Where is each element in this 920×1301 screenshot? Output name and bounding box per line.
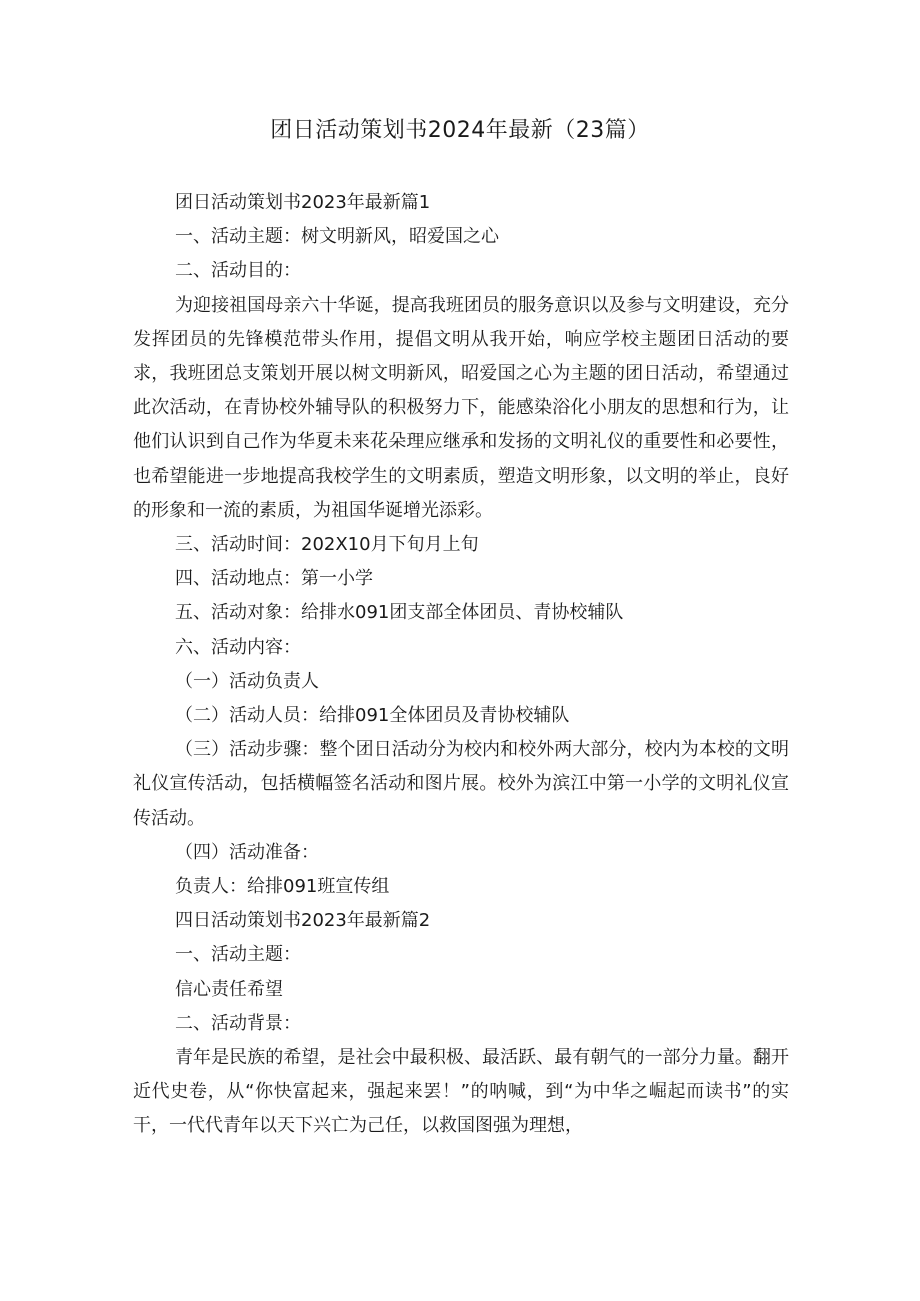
paragraph: 二、活动目的： [175, 260, 301, 282]
paragraph: （二）活动人员：给排091全体团员及青协校辅队 [175, 705, 570, 727]
document-body [133, 186, 789, 1144]
paragraph: 一、活动主题： [175, 944, 301, 966]
paragraph: 负责人：给排091班宣传组 [175, 876, 390, 898]
paragraph: 二、活动背景： [175, 1012, 301, 1034]
paragraph: （一）活动负责人 [175, 670, 319, 692]
section-heading: 团日活动策划书2023年最新篇1 [175, 192, 431, 213]
section-heading: 四日活动策划书2023年最新篇2 [175, 910, 431, 932]
paragraph: 青年是民族的希望，是社会中最积极、最活跃、最有朝气的一部分力量。翻开近代史卷，从“你快富起来，强起来罢！”的呐喊，到“为中华之崛起而读书”的实干，一代代青年以天下兴亡为己任，以救国图强为理想， [133, 1047, 789, 1137]
document-title: 团日活动策划书2024年最新（23篇） [270, 118, 650, 143]
paragraph: 六、活动内容： [175, 636, 301, 658]
paragraph: 五、活动对象：给排水091团支部全体团员、青协校辅队 [175, 602, 624, 624]
paragraph: （四）活动准备： [175, 841, 319, 863]
paragraph: 四、活动地点：第一小学 [175, 568, 373, 590]
paragraph: 三、活动时间：202X10月下旬月上旬 [175, 534, 479, 556]
paragraph: 信心责任希望 [175, 978, 283, 1000]
paragraph: 一、活动主题：树文明新风，昭爱国之心 [175, 226, 499, 248]
paragraph: （三）活动步骤：整个团日活动分为校内和校外两大部分，校内为本校的文明礼仪宣传活动，包括横幅签名活动和图片展。校外为滨江中第一小学的文明礼仪宣传活动。 [133, 739, 789, 829]
paragraph: 为迎接祖国母亲六十华诞，提高我班团员的服务意识以及参与文明建设，充分发挥团员的先锋模范带头作用，提倡文明从我开始，响应学校主题团日活动的要求，我班团总支策划开展以树文明新风，昭爱国之心为主题的团日活动，希望通过此次活动，在青协校外辅导队的积极努力下，能感染浴化小朋友的思想和行为，让他们认识到自己作为华夏未来花朵理应继承和发扬的文明礼仪的重要性和必要性，也希望能进一步地提高我校学生的文明素质，塑造文明形象，以文明的举止，良好的形象和一流的素质，为祖国华诞增光添彩。 [133, 294, 789, 521]
